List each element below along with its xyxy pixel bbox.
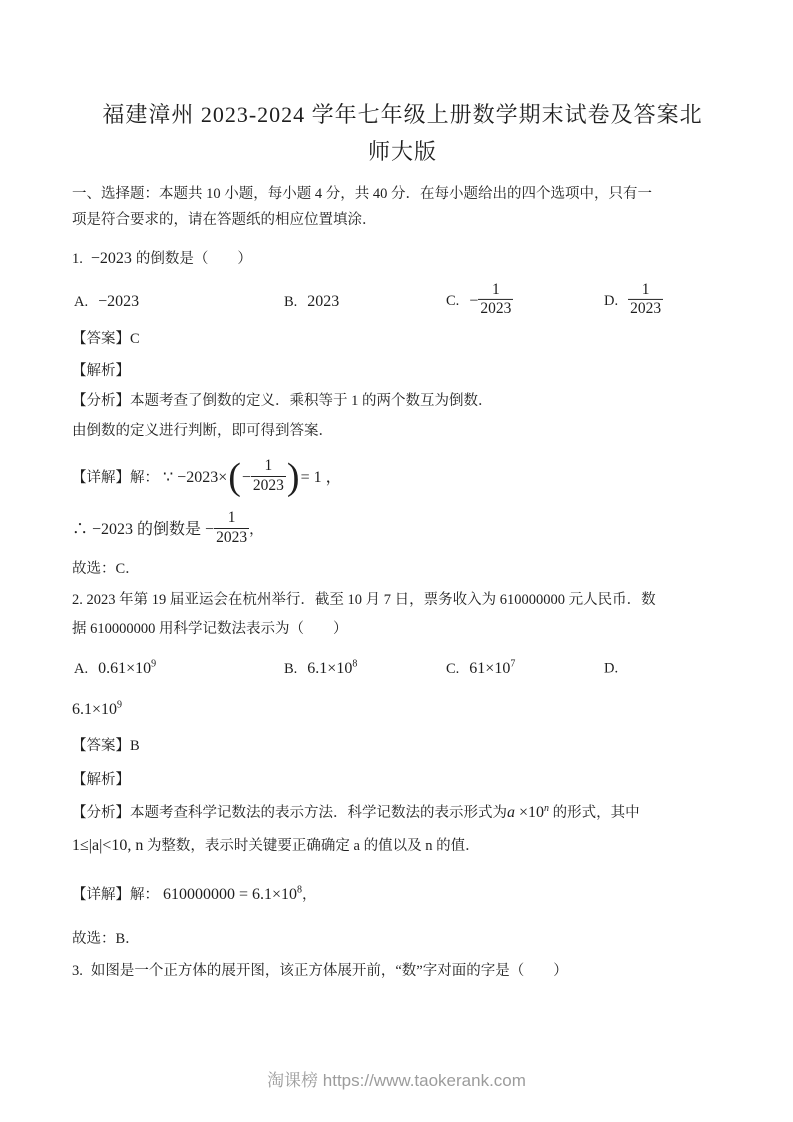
conclusion-fraction bbox=[214, 509, 249, 547]
option-a-label: A. bbox=[74, 293, 89, 310]
jiexi-label: 【解析】 bbox=[72, 362, 130, 379]
conclusion-pre: ∴ −2023 的倒数是 − bbox=[72, 520, 215, 538]
answer-value: C bbox=[130, 330, 140, 347]
formula-post: = 1 ， bbox=[300, 468, 342, 486]
question-3-stem-text: 如图是一个正方体的展开图，该正方体展开前，“数”字对面的字是（ ） bbox=[90, 962, 568, 979]
fenxi-label: 【分析】 bbox=[72, 805, 130, 822]
exponent: 9 bbox=[117, 699, 123, 711]
question-2-jiexi bbox=[72, 767, 733, 793]
option-b-label: B. bbox=[284, 661, 298, 678]
question-2-option-a bbox=[74, 660, 156, 678]
title-line-2: 师大版 bbox=[367, 139, 437, 165]
conclusion-post: ， bbox=[249, 522, 264, 539]
fenxi-text-2: 由倒数的定义进行判断，即可得到答案． bbox=[72, 423, 333, 440]
section-header-line-2: 项是符合要求的，请在答题纸的相应位置填涂． bbox=[72, 211, 377, 228]
xiangjie-math: $610000000 = 6.1\times 10^8$ bbox=[163, 884, 303, 903]
option-a-value: $0.61\times 10^9$ bbox=[98, 658, 157, 678]
jiexi-label: 【解析】 bbox=[72, 772, 130, 789]
question-1-option-c bbox=[446, 280, 513, 321]
option-c-label: C. bbox=[446, 661, 460, 678]
fraction-numerator: 1 bbox=[214, 509, 249, 529]
exponent: 7 bbox=[510, 658, 516, 670]
fraction-denominator: 2023 bbox=[252, 476, 284, 494]
question-2-fenxi bbox=[72, 799, 733, 828]
question-1-option-a bbox=[74, 293, 139, 311]
question-3-number: 3. bbox=[72, 962, 83, 979]
option-b-value: 2023 bbox=[307, 292, 340, 310]
right-paren: ) bbox=[286, 456, 300, 499]
question-3-stem bbox=[72, 958, 733, 984]
fraction-numerator: 1 bbox=[251, 457, 286, 477]
option-d-fraction bbox=[628, 281, 663, 319]
question-1-choice: 故选：C． bbox=[72, 561, 140, 578]
exponent-n: n bbox=[544, 803, 550, 815]
question-2-xiangjie bbox=[72, 881, 733, 910]
question-1-option-b bbox=[284, 293, 339, 311]
question-1-fenxi-2 bbox=[72, 418, 733, 444]
question-1-stem bbox=[72, 245, 733, 274]
watermark-site-text: 淘课榜 https://www.taokerank.com bbox=[267, 1071, 526, 1090]
fenxi-post: 的形式，其中 bbox=[549, 805, 640, 822]
question-2-option-d bbox=[604, 661, 628, 678]
question-1-option-d bbox=[604, 280, 663, 321]
xiangjie-jie: 解： bbox=[130, 886, 159, 903]
option-c-fraction bbox=[478, 281, 513, 319]
option-b-value: $6.1\times 10^8$ bbox=[307, 658, 358, 678]
question-1-options bbox=[72, 276, 733, 328]
fraction-numerator: 1 bbox=[478, 281, 513, 301]
times-ten: ×10 bbox=[515, 804, 545, 822]
fraction-denominator: 2023 bbox=[216, 528, 248, 546]
question-2-answer bbox=[72, 733, 733, 759]
fenxi-2-text: 为整数，表示时关键要正确确定 a 的值以及 n 的值． bbox=[143, 838, 480, 855]
left-paren: ( bbox=[228, 456, 241, 499]
xiangjie-label: 【详解】 bbox=[72, 470, 130, 487]
variable-a: a bbox=[507, 804, 515, 822]
question-2-options bbox=[72, 654, 733, 684]
formula-fraction bbox=[251, 457, 286, 495]
watermark-footer bbox=[0, 1066, 793, 1091]
fenxi-2-math: 1≤|a|<10, n bbox=[72, 837, 144, 855]
question-1-conclusion bbox=[72, 506, 733, 554]
option-a-value: −2023 bbox=[98, 292, 140, 310]
fraction-denominator: 2023 bbox=[480, 300, 512, 318]
xiangjie-post: ， bbox=[302, 886, 317, 903]
question-1-stem-math: −2023 bbox=[90, 249, 132, 267]
option-d-value: $6.1\times 10^9$ bbox=[72, 699, 123, 719]
fenxi-label: 【分析】 bbox=[72, 392, 130, 409]
question-2-option-b bbox=[284, 660, 357, 678]
question-2-stem-line-1: 2. 2023 年第 19 届亚运会在杭州举行．截至 10 月 7 日，票务收入为 610000000 元人民币．数 bbox=[72, 592, 656, 609]
question-2-stem bbox=[72, 586, 733, 644]
page-title bbox=[72, 96, 733, 171]
option-c-value: $61\times 10^7$ bbox=[469, 658, 516, 678]
section-header-line-1: 一、选择题：本题共 10 小题，每小题 4 分，共 40 分．在每小题给出的四个选项中，只有一 bbox=[72, 185, 652, 202]
question-1-number: 1. bbox=[72, 250, 83, 267]
question-2-option-c bbox=[446, 660, 515, 678]
exponent: 9 bbox=[151, 658, 157, 670]
question-2-option-d-value bbox=[72, 696, 733, 725]
formula-sign: − bbox=[241, 468, 251, 486]
question-1-jiexi bbox=[72, 358, 733, 384]
option-c-sign: − bbox=[469, 292, 479, 310]
fraction-denominator: 2023 bbox=[630, 300, 662, 318]
answer-label: 【答案】 bbox=[72, 330, 130, 347]
exponent: 8 bbox=[352, 658, 358, 670]
question-2-stem-line-2: 据 610000000 用科学记数法表示为（ ） bbox=[72, 621, 348, 638]
fenxi-text: 本题考查了倒数的定义．乘积等于 1 的两个数互为倒数． bbox=[130, 392, 493, 409]
question-2-choice: 故选：B． bbox=[72, 930, 140, 947]
xiangjie-label: 【详解】 bbox=[72, 886, 130, 903]
section-header bbox=[72, 181, 733, 233]
answer-value: B bbox=[130, 738, 140, 755]
title-line-1: 福建漳州 2023-2024 学年七年级上册数学期末试卷及答案北 bbox=[102, 102, 703, 127]
question-1-xiangjie bbox=[72, 452, 733, 504]
formula-pre: ∵ −2023× bbox=[163, 468, 228, 486]
fenxi-pre: 本题考查科学记数法的表示方法．科学记数法的表示形式为 bbox=[130, 805, 507, 822]
exponent: 8 bbox=[297, 884, 303, 896]
option-a-label: A. bbox=[74, 661, 89, 678]
option-b-label: B. bbox=[284, 293, 298, 310]
answer-label: 【答案】 bbox=[72, 738, 130, 755]
option-d-label: D. bbox=[604, 660, 619, 677]
xiangjie-jie: 解： bbox=[130, 470, 159, 487]
option-c-label: C. bbox=[446, 293, 460, 310]
question-1-stem-text: 的倒数是（ ） bbox=[135, 250, 252, 267]
fraction-numerator: 1 bbox=[628, 281, 663, 301]
question-1-answer bbox=[72, 326, 733, 352]
option-d-label: D. bbox=[604, 293, 619, 310]
question-2-fenxi-2 bbox=[72, 832, 733, 861]
question-1-fenxi bbox=[72, 388, 733, 414]
